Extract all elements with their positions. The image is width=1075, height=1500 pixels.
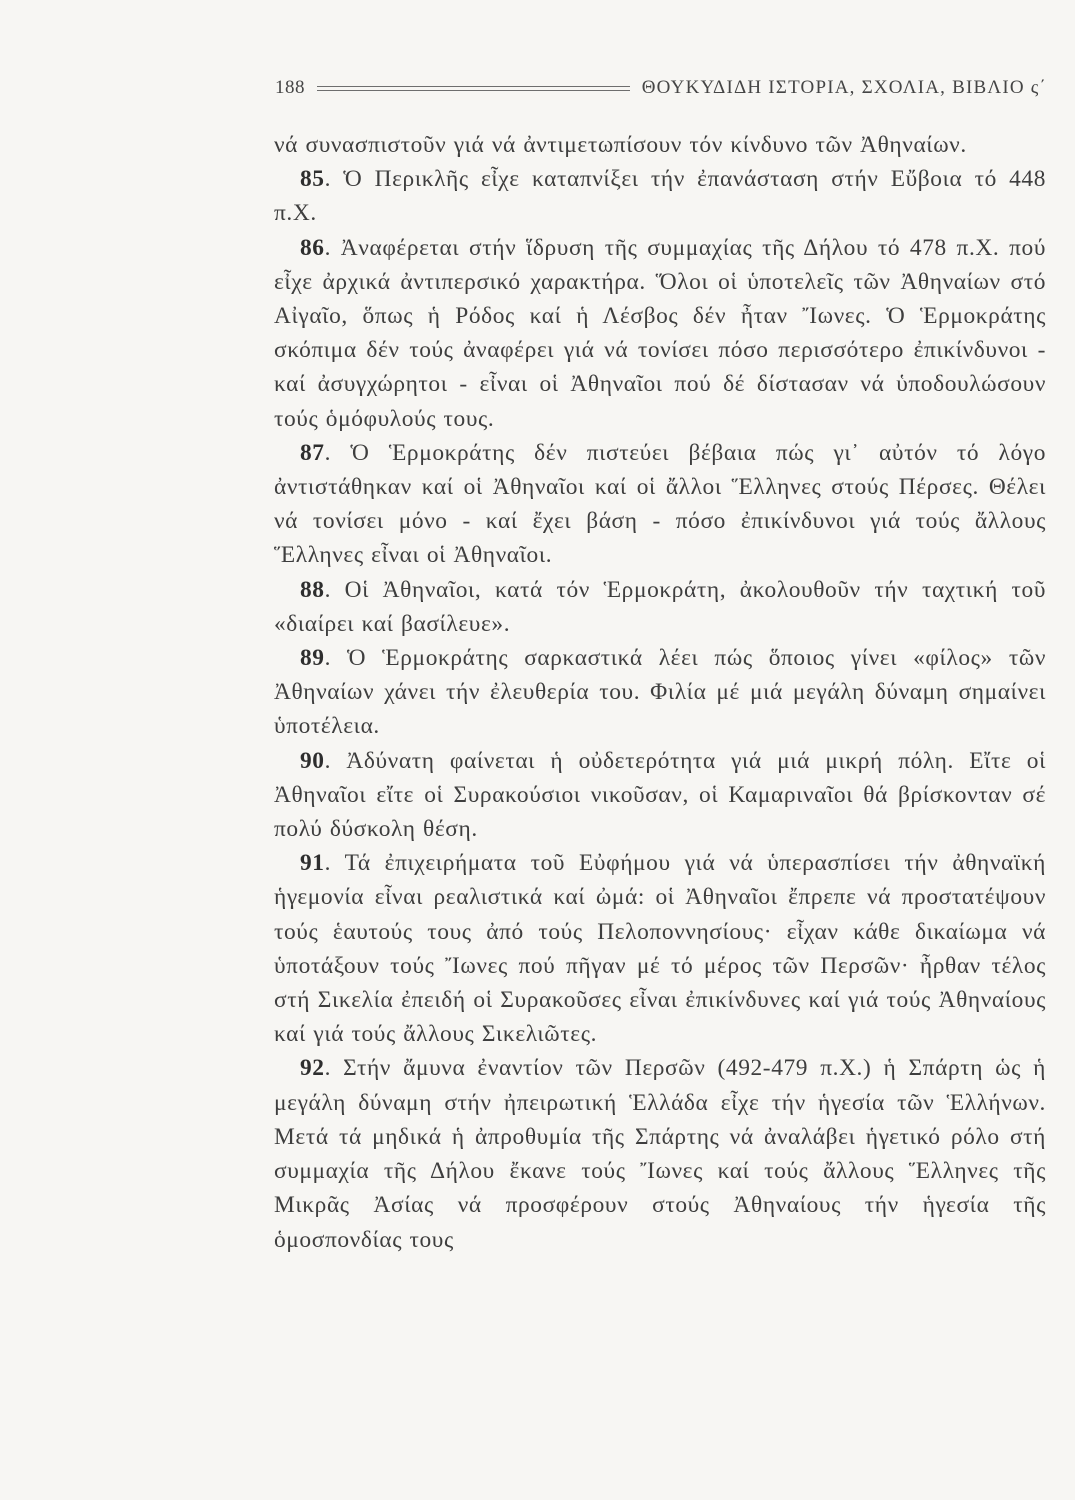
note-number: 91 bbox=[300, 850, 325, 877]
running-head bbox=[275, 73, 1047, 103]
running-title: ΘΟΥΚΥΔΙΔΗ ΙΣΤΟΡΙΑ, ΣΧΟΛΙΑ, ΒΙΒΛΙΟ ς΄ bbox=[641, 77, 1047, 98]
note-text: . Στήν ἄμυνα ἐναντίον τῶν Περσῶν (492-479 π.Χ.) ἡ Σπάρτη ὡς ἡ μεγάλη δύναμη στήν ἠπειρωτική Ἑλλάδα εἶχε τήν ἡγεσία τῶν Ἑλλήνων. Μετά τά μηδικά ἡ ἀπροθυμία τῆς Σπάρτης νά ἀναλάβει ἡγετικό ρόλο στή συμμαχία τῆς Δήλου ἔκανε τούς Ἴωνες καί τούς ἄλλους Ἕλληνες τῆς Μικρᾶς Ἀσίας νά προσφέρουν στούς Ἀθηναίους τήν ἡγεσία τῆς ὁμοσπονδίας τους bbox=[274, 1055, 1046, 1253]
note-86 bbox=[274, 231, 1046, 436]
note-87 bbox=[274, 436, 1046, 573]
paragraph-continuation bbox=[274, 128, 1046, 162]
note-number: 88 bbox=[300, 576, 325, 603]
note-text: . Οἱ Ἀθηναῖοι, κατά τόν Ἑρμοκράτη, ἀκολουθοῦν τήν ταχτική τοῦ «διαίρει καί βασίλευε». bbox=[274, 576, 1046, 637]
note-text: . Ἀναφέρεται στήν ἵδρυση τῆς συμμαχίας τῆς Δήλου τό 478 π.Χ. πού εἶχε ἀρχικά ἀντιπερσικό χαρακτήρα. Ὅλοι οἱ ὑποτελεῖς τῶν Ἀθηναίων στό Αἰγαῖο, ὅπως ἡ Ρόδος καί ἡ Λέσβος δέν ἦταν Ἴωνες. Ὁ Ἑρμοκράτης σκόπιμα δέν τούς ἀναφέρει γιά νά τονίσει πόσο περισσότερο ἐπικίνδυνοι - καί ἀσυγχώρητοι - εἶναι οἱ Ἀθηναῖοι πού δέ δίστασαν νά ὑποδουλώσουν τούς ὁμόφυλούς τους. bbox=[274, 234, 1046, 432]
note-number: 85 bbox=[300, 166, 325, 193]
paragraph-text: νά συνασπιστοῦν γιά νά ἀντιμετωπίσουν τόν κίνδυνο τῶν Ἀθηναίων. bbox=[274, 132, 967, 158]
note-91 bbox=[274, 846, 1046, 1051]
note-92 bbox=[274, 1051, 1046, 1256]
header-rule bbox=[317, 86, 630, 91]
note-text: . Ὁ Ἑρμοκράτης δέν πιστεύει βέβαια πώς γι᾿ αὐτόν τό λόγο ἀντιστάθηκαν καί οἱ Ἀθηναῖοι καί οἱ ἄλλοι Ἕλληνες στούς Πέρσες. Θέλει νά τονίσει μόνο - καί ἔχει βάση - πόσο ἐπικίνδυνοι γιά τούς ἄλλους Ἕλληνες εἶναι οἱ Ἀθηναῖοι. bbox=[274, 439, 1046, 569]
note-text: . Ὁ Ἑρμοκράτης σαρκαστικά λέει πώς ὅποιος γίνει «φίλος» τῶν Ἀθηναίων χάνει τήν ἐλευθερία του. Φιλία μέ μιά μεγάλη δύναμη σημαίνει ὑποτέλεια. bbox=[274, 645, 1046, 740]
page-number: 188 bbox=[275, 77, 305, 98]
commentary-text bbox=[274, 128, 1046, 1257]
note-number: 89 bbox=[300, 645, 325, 672]
note-number: 90 bbox=[300, 747, 325, 774]
note-number: 86 bbox=[300, 234, 325, 261]
note-88 bbox=[274, 573, 1046, 641]
note-90 bbox=[274, 744, 1046, 847]
note-text: . Τά ἐπιχειρήματα τοῦ Εὐφήμου γιά νά ὑπερασπίσει τήν ἀθηναϊκή ἡγεμονία εἶναι ρεαλιστικά καί ὠμά: οἱ Ἀθηναῖοι ἔπρεπε νά προστατέψουν τούς ἑαυτούς τους ἀπό τούς Πελοποννησίους· εἶχαν κάθε δικαίωμα νά ὑποτάξουν τούς Ἴωνες πού πῆγαν μέ τό μέρος τῶν Περσῶν· ἦρθαν τέλος στή Σικελία ἐπειδή οἱ Συρακοῦσες εἶναι ἐπικίνδυνες καί γιά τούς Ἀθηναίους καί γιά τούς ἄλλους Σικελιῶτες. bbox=[274, 850, 1046, 1048]
note-number: 92 bbox=[300, 1055, 325, 1082]
note-85 bbox=[274, 162, 1046, 230]
note-text: . Ἀδύνατη φαίνεται ἡ οὐδετερότητα γιά μιά μικρή πόλη. Εἴτε οἱ Ἀθηναῖοι εἴτε οἱ Συρακούσιοι νικοῦσαν, οἱ Καμαριναῖοι θά βρίσκονταν σέ πολύ δύσκολη θέση. bbox=[274, 747, 1046, 843]
note-number: 87 bbox=[300, 439, 325, 466]
note-89 bbox=[274, 641, 1046, 744]
note-text: . Ὁ Περικλῆς εἶχε καταπνίξει τήν ἐπανάσταση στήν Εὔβοια τό 448 π.Χ. bbox=[274, 166, 1046, 227]
